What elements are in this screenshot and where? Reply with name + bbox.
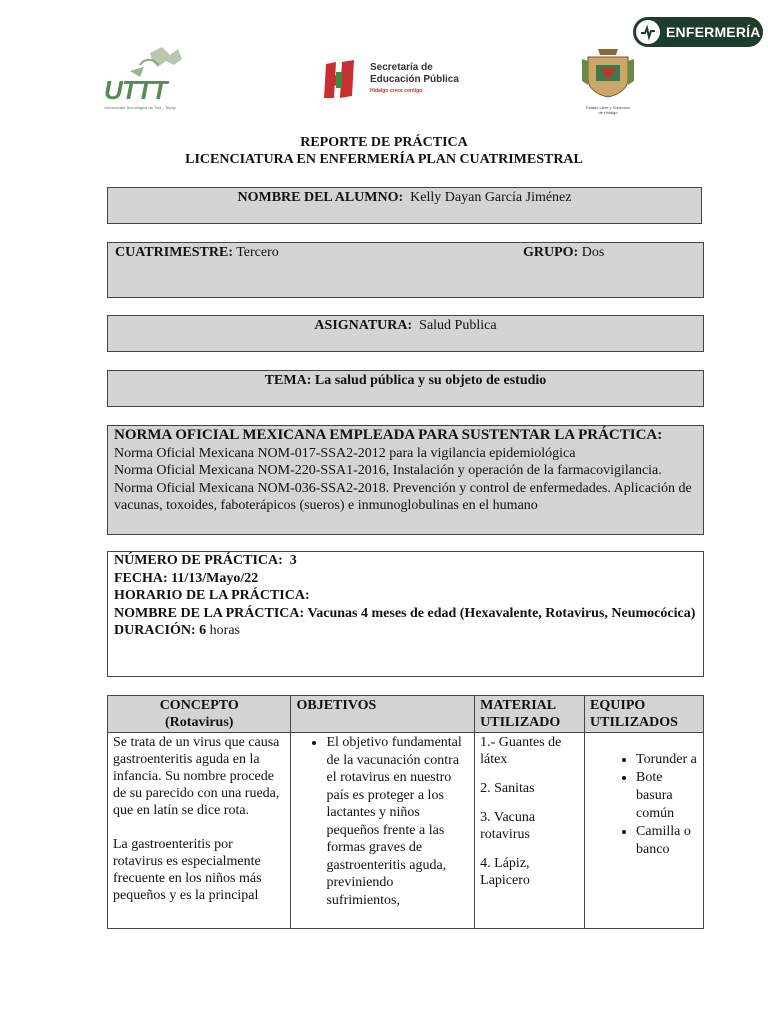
term-value: Tercero [236,245,279,260]
student-name-label: NOMBRE DEL ALUMNO: [237,190,404,205]
nursing-logo-icon [636,20,660,44]
group-value: Dos [581,245,605,260]
objective-item: • El objetivo fundamental de la vacunación contra el rotavirus en nuestro país es proteger a los lactantes y niños pequeños frente a las formas graves de gastroenteritis aguda, previniendo sufrimientos, [326,734,466,909]
report-subtitle: LICENCIATURA EN ENFERMERÍA PLAN CUATRIMESTRAL [185,152,583,167]
equipment-header: EQUIPO UTILIZADOS [585,696,704,733]
state-caption-2: de Hidalgo [598,110,618,115]
equipment-cell [585,733,704,929]
group-field [523,245,604,261]
norm-box [107,425,704,535]
sep-line3: Hidalgo crece contigo [370,88,423,94]
sep-line2: Educación Pública [370,74,459,85]
group-label: GRUPO: [523,245,579,260]
concept-header: CONCEPTO (Rotavirus) [108,696,291,733]
practice-duration: DURACIÓN: 6 horas [114,623,240,638]
material-item-4: 4. Lápiz, Lapicero [480,856,530,888]
objectives-list [296,734,466,909]
subject-value: Salud Publica [419,318,497,333]
material-item-1: 1.- Guantes de látex [480,735,562,767]
term-group-box [107,242,704,298]
topic-box [107,370,704,407]
term-label: CUATRIMESTRE: [115,245,233,260]
student-name-box [107,187,702,224]
sep-h-icon [320,58,364,102]
practice-schedule: HORARIO DE LA PRÁCTICA: [114,588,310,603]
norm-line-1: Norma Oficial Mexicana NOM-017-SSA2-2012 para la vigilancia epidemiológica [114,445,576,461]
uttt-wordmark: UTTT [104,75,167,105]
practice-number: NÚMERO DE PRÁCTICA: 3 [114,553,297,568]
table-row [108,733,704,929]
concept-cell [108,733,291,929]
sep-line1: Secretaría de [370,62,433,73]
concept-paragraph-1: Se trata de un virus que causa gastroenteritis aguda en la infancia. Su nombre procede de su parecido con una rueda, que en latín se dice rota. [113,735,280,818]
practice-table [107,695,704,929]
norm-label: NORMA OFICIAL MEXICANA EMPLEADA PARA SUSTENTAR LA PRÁCTICA: [114,427,663,443]
equipment-item-3: • Camilla o banco [636,823,698,859]
practice-info-box [107,551,704,677]
term-field [115,245,279,261]
enfermeria-badge [633,17,763,47]
sep-logo [320,58,460,102]
equipment-item-1: • Torunder a [636,751,698,769]
state-caption-1: Estado Libre y Soberano [585,105,631,110]
norm-line-3: Norma Oficial Mexicana NOM-036-SSA2-2018. Prevención y control de enfermedades. Aplicación de vacunas, toxoides, faboterápicos (sueros) e inmunoglobulinas en el humano [114,480,692,513]
concept-paragraph-2: La gastroenteritis por rotavirus es especialmente frecuente en los niños más pequeños y es la principal [113,837,262,903]
badge-label: ENFERMERÍA [666,24,761,40]
table-header-row [108,696,704,733]
material-item-3: 3. Vacuna rotavirus [480,810,536,842]
hidalgo-coat-of-arms [578,45,638,117]
topic-value: La salud pública y su objeto de estudio [314,373,547,388]
norm-line-2: Norma Oficial Mexicana NOM-220-SSA1-2016, Instalación y operación de la farmacovigilancia. [114,463,662,478]
material-header: MATERIAL UTILIZADO [475,696,585,733]
uttt-caption: Universidad Tecnológica de Tula - Tepeji [104,105,176,110]
subject-box [107,315,704,352]
objectives-cell [291,733,475,929]
student-name-value: Kelly Dayan García Jiménez [410,190,572,205]
report-title: REPORTE DE PRÁCTICA [300,135,468,150]
equipment-item-2: • Bote basura común [636,769,698,823]
uttt-logo [100,45,200,115]
equipment-list [590,751,698,859]
subject-label: ASIGNATURA: [314,318,413,333]
topic-label: TEMA: [264,373,312,388]
objectives-header: OBJETIVOS [291,696,475,733]
material-item-2: 2. Sanitas [480,781,535,796]
materials-cell [475,733,585,929]
practice-date: FECHA: 11/13/Mayo/22 [114,570,259,586]
practice-name: NOMBRE DE LA PRÁCTICA: Vacunas 4 meses de edad (Hexavalente, Rotavirus, Neumocócica) [114,605,696,621]
